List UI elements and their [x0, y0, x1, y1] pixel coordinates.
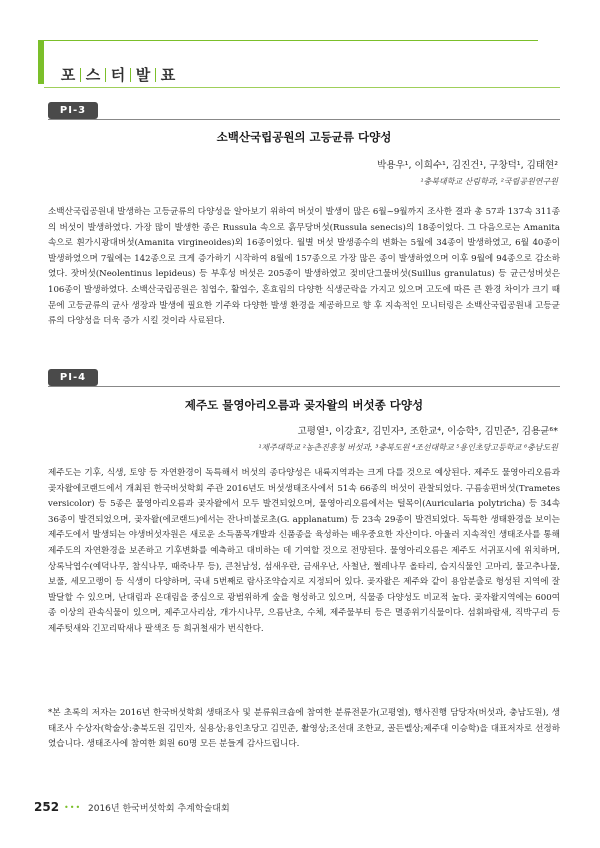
abstract-title: 소백산국립공원의 고등균류 다양성: [216, 130, 392, 144]
section-header-char: 스: [85, 66, 101, 84]
abstract-authors: 고평열¹, 이강효², 김민자³, 조한교⁴, 이승학⁵, 김민준⁵, 김용균⁶*: [297, 426, 558, 437]
section-header-char: 포: [60, 66, 76, 84]
section-header-char: 발: [135, 66, 151, 84]
abstract-body: 제주도는 기후, 식생, 토양 등 자연환경이 독특해서 버섯의 종다양성은 내륙지역과는 크게 다를 것으로 예상된다. 제주도 물영아리오름과 곶자왈에코랜드에서 개최된 한국버섯학회 주관 2016년도 버섯생태조사에서 51속 66종의 버섯이 관찰되었다. 구름송편버섯(Trametes versicolor) 등 5종은 물영아리오름과 곶자왈에서 모두 발견되었으며, 물영아리오름에서는 털목이(Auricularia polytricha) 등 34속 36종이 발견되었으며, 곶자왈(에코랜드)에서는 잔나비불로초(G. applanatum) 등 23속 29종이 발견되었다. 독특한 생태환경을 보이는 제주도에서 발생되는 야생버섯자원은 새로운 소득품목개발과 신품종을 육성하는 배우중요한 자산이다. 아울러 지속적인 생태조사를 통해 제주도의 자연환경을 보존하고 기후변화를 예측하고 대비하는 데 기여할 것으로 전망된다. 물영아리오름은 제주도 서귀포시에 위치하며, 상록낙엽수(예덕나무, 참식나무, 때죽나무 등), 큰천남성, 섬새우란, 금새우난, 사철난, 쩔레나무 올타리, 습지식물인 고마리, 물고추나물, 보풀, 세모고랭이 등 식생이 다양하며, 국내 5번째로 람사조약습지로 지정되어 있다. 곶자왈은 제주와 같이 용암분출로 형성된 지역에 잘 발달할 수 있으며, 난대림과 온대림을 중심으로 광범위하게 숲을 형성하고 있으며, 식물종 다양성도 비교적 높다. 곶자왈지역에는 600여종 이상의 관속식물이 있으며, 제주고사리삼, 개가시나무, 으름난초, 수체, 제주물부터 등은 멸종위기식물이다. 섬휘파람새, 직박구리 등 제주텃새와 긴꼬리딱새나 팔색조 등 희귀철새가 번식한다.: [48, 468, 560, 634]
section-header-char: 터: [110, 66, 126, 84]
section-header: [60, 64, 176, 85]
header-frame-line: [38, 40, 538, 41]
abstract-badge: PI-3: [48, 102, 98, 119]
abstract-badge-rule: [48, 386, 560, 387]
abstract-authors: 박용우¹, 이희수¹, 김진건¹, 구창덕¹, 김태현²: [377, 160, 558, 171]
header-accent-bar: [38, 40, 52, 84]
abstract-affiliations: ¹제주대학교 ²농촌진흥청 버섯과, ³충북도원 ⁴조선대학교 ⁵용인초당고등학교 ⁶충남도원: [258, 443, 558, 452]
abstract-badge: PI-4: [48, 369, 98, 386]
abstract-badge-rule: [48, 119, 560, 120]
footer-dots: •••: [64, 803, 82, 812]
abstract-body: 소백산국립공원내 발생하는 고등균류의 다양성을 알아보기 위하여 버섯이 발생이 많은 6월~9월까지 조사한 결과 총 57과 137속 311종의 버섯이 발생하였다. 가장 많이 발생한 종은 Russula 속으로 흙무당버섯(Russula senecis)의 18종이었다. 그 다음으로는 Amanita 속으로 흰가시광대버섯(Amanita virgineoides)외 16종이었다. 월별 버섯 발생종수의 변화는 5월에 34종이 발생하였고, 6월 40종이 발생하였으며 7월에는 142종으로 크게 증가하기 시작하여 8월에 157종으로 가장 많은 종이 발생하였으며 이후 9월에 94종으로 감소하였다. 잣버섯(Neolentinus lepideus) 등 부후성 버섯은 205종이 발생하였고 젖비단그물버섯(Suillus granulatus) 등 균근성버섯은 106종이 발생하였다. 소백산국립공원은 침엽수, 활엽수, 혼효림의 다양한 식생군락을 가지고 있으며 고도에 따른 큰 환경 차이가 크기 때문에 고등균류의 균사 생장과 발생에 필요한 기주와 다양한 발생 환경을 제공하므로 향 후 지속적인 모니터링은 소백산국립공원내 고등균류의 다양성을 더욱 증가 시킬 것이라 사료된다.: [48, 207, 560, 327]
page-number: 252: [34, 800, 60, 814]
conference-name: 2016년 한국버섯학회 추계학술대회: [88, 804, 230, 814]
section-header-char: 표: [160, 66, 176, 84]
abstract-title: 제주도 물영아리오름과 곶자왈의 버섯종 다양성: [184, 398, 424, 412]
section-divider: [44, 87, 560, 88]
abstract-affiliations: ¹충북대학교 산림학과, ²국립공원연구원: [420, 177, 558, 186]
abstract-note: *본 초록의 저자는 2016년 한국버섯학회 생태조사 및 분류워크숍에 참여한 분류전문가(고평열), 행사진행 담당자(버섯과, 충남도원), 생태조사 수상자(학술상:충북도원 김민자, 실용상;용인초당고 김민준, 촬영상;조선대 조한교, 골든벨상;제주대 이승학)을 대표저자로 선정하였습니다. 생태조사에 참여한 회원 60명 모든 분들게 감사드립니다.: [48, 708, 560, 750]
